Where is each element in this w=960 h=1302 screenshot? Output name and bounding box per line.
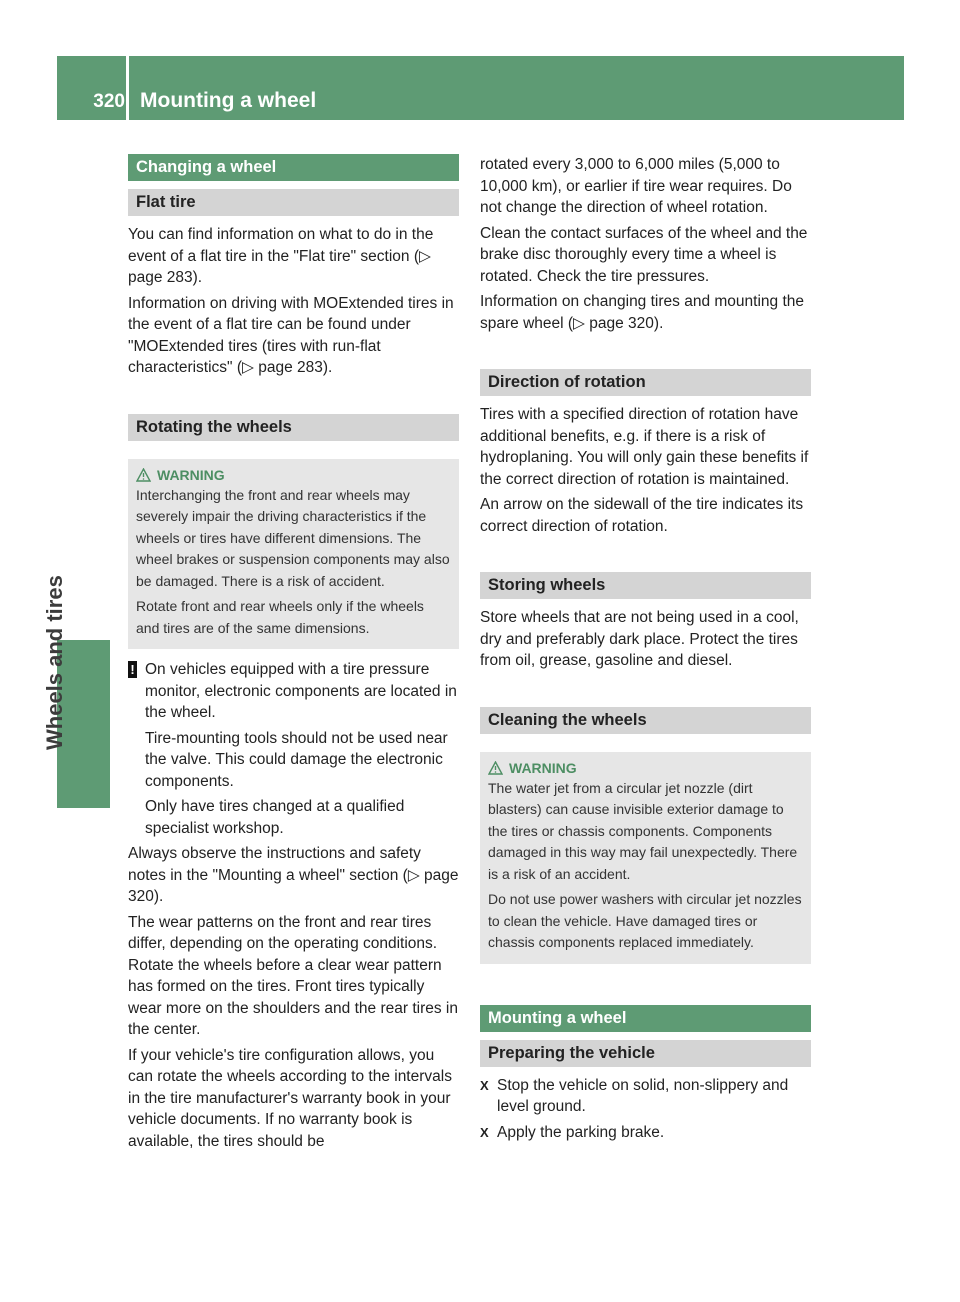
warning-paragraph: Interchanging the front and rear wheels may severely impair the driving characteristics if the wheels or tires have different dimensions. The wheel brakes or suspension components may also be damaged. There is a risk of accident. — [136, 486, 450, 589]
paragraph: rotated every 3,000 to 6,000 miles (5,000 to 10,000 km), or earlier if tire wear requires. Do not change the direction of wheel rotation. — [480, 156, 792, 216]
heading-changing-a-wheel: Changing a wheel — [128, 154, 459, 181]
warning-title — [488, 758, 803, 778]
heading-flat-tire: Flat tire — [128, 189, 459, 216]
list-item — [480, 1075, 811, 1118]
heading-mounting-a-wheel: Mounting a wheel — [480, 1005, 811, 1032]
paragraph: Store wheels that are not being used in a cool, dry and preferably dark place. Protect the tires from oil, grease, gasoline and diesel. — [480, 609, 799, 669]
paragraph: Always observe the instructions and safety notes in the "Mounting a wheel" section (▷ page 320). — [128, 845, 459, 905]
warning-title-label: WARNING — [157, 466, 225, 483]
step-text: Apply the parking brake. — [497, 1123, 665, 1141]
step-text: Stop the vehicle on solid, non-slippery and level ground. — [497, 1076, 789, 1115]
paragraph: Information on driving with MOExtended tires in the event of a flat tire can be found under "MOExtended tires (tires with run-flat characteristics" (▷ page 283). — [128, 294, 454, 376]
warning-triangle-icon — [136, 468, 151, 482]
paragraph: Clean the contact surfaces of the wheel and the brake disc thoroughly every time a wheel is rotated. Check the tire pressures. — [480, 224, 808, 285]
page-number: 320 — [93, 91, 125, 112]
warning-title-label: WARNING — [509, 759, 577, 776]
paragraph: Information on changing tires and mounting the spare wheel (▷ page 320). — [480, 293, 804, 332]
note-paragraph: On vehicles equipped with a tire pressure monitor, electronic components are located in the wheel. — [145, 661, 457, 721]
exclamation-icon: ! — [128, 661, 137, 678]
note-block — [128, 659, 459, 839]
side-tab-label: Wheels and tires — [42, 575, 67, 750]
warning-triangle-icon — [488, 761, 503, 775]
heading-cleaning-the-wheels: Cleaning the wheels — [480, 707, 811, 734]
step-arrow-icon: X — [480, 1124, 489, 1140]
warning-paragraph: Do not use power washers with circular jet nozzles to clean the vehicle. Have damaged tires or chassis components replaced immediately. — [488, 891, 802, 950]
heading-preparing-the-vehicle: Preparing the vehicle — [480, 1040, 811, 1067]
note-paragraph: Only have tires changed at a qualified specialist workshop. — [145, 798, 405, 837]
header-divider — [126, 56, 129, 120]
step-arrow-icon: X — [480, 1077, 489, 1093]
header-section-title: Mounting a wheel — [140, 89, 317, 112]
paragraph: If your vehicle's tire configuration allows, you can rotate the wheels according to the intervals in the tire manufacturer's warranty book in your vehicle documents. If no warranty book is available, the tires should be — [128, 1046, 452, 1150]
paragraph: The wear patterns on the front and rear tires differ, depending on the operating conditions. Rotate the wheels before a clear wear pattern has formed on the tires. Front tires typically wear more on the shoulders and the rear tires in the center. — [128, 913, 458, 1038]
list-item — [480, 1122, 811, 1144]
heading-rotating-the-wheels: Rotating the wheels — [128, 414, 459, 441]
warning-paragraph: Rotate front and rear wheels only if the wheels and tires are of the same dimensions. — [136, 598, 424, 636]
warning-title — [136, 465, 451, 485]
paragraph: You can find information on what to do in the event of a flat tire in the "Flat tire" section (▷ page 283). — [128, 226, 434, 286]
heading-direction-of-rotation: Direction of rotation — [480, 369, 811, 396]
note-paragraph: Tire-mounting tools should not be used near the valve. This could damage the electronic components. — [145, 729, 448, 790]
warning-paragraph: The water jet from a circular jet nozzle (dirt blasters) can cause invisible exterior damage to the tires or chassis components. Components damaged in this way may fail unexpectedly. There is a risk of an accident. — [488, 779, 798, 882]
warning-box — [480, 752, 811, 964]
paragraph: An arrow on the sidewall of the tire indicates its correct direction of rotation. — [480, 496, 804, 535]
left-column — [128, 154, 459, 1156]
right-column — [480, 154, 811, 1147]
warning-box — [128, 459, 459, 650]
paragraph: Tires with a specified direction of rotation have additional benefits, e.g. if there is a risk of hydroplaning. You will only gain these benefits if the correct direction of rotation is maintained. — [480, 406, 809, 488]
heading-storing-wheels: Storing wheels — [480, 572, 811, 599]
